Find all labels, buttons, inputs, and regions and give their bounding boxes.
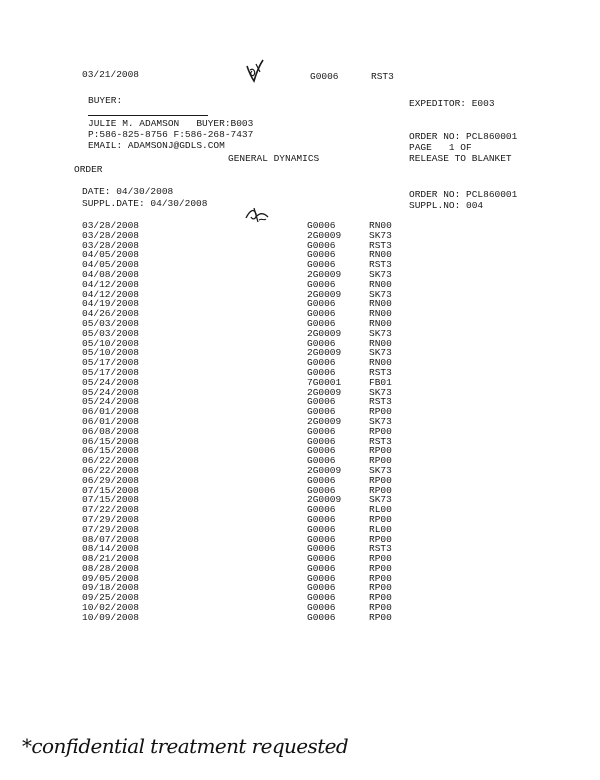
schedule-plant-code: G0006 [307,220,336,231]
schedule-date: 04/12/2008 [82,288,140,300]
schedule-plant-code: G0006 [307,337,336,349]
schedule-release-type: RN00 [369,357,392,369]
schedule-release-type: SK73 [369,229,392,241]
schedule-release-type: SK73 [369,386,392,398]
schedule-release-type: RP00 [369,553,392,565]
schedule-plant-code: G0006 [307,582,336,594]
schedule-release-type: SK73 [369,347,392,359]
schedule-release-type: RL00 [369,504,392,516]
schedule-date: 07/15/2008 [82,484,140,496]
schedule-plant-code: 2G0009 [307,415,342,427]
schedule-release-type: RP00 [369,445,392,457]
schedule-plant-code: G0006 [307,425,336,437]
schedule-date: 06/01/2008 [82,406,140,418]
schedule-plant-code: 7G0001 [307,376,342,388]
schedule-release-type: RP00 [369,602,392,614]
schedule-release-type: SK73 [369,415,392,427]
schedule-plant-code: G0006 [307,406,336,418]
schedule-date: 03/28/2008 [82,239,140,251]
schedule-release-type: RST3 [369,435,392,447]
schedule-release-type: RP00 [369,533,392,545]
schedule-date: 09/05/2008 [82,572,140,584]
schedule-date: 03/28/2008 [82,220,140,231]
schedule-plant-code: G0006 [307,611,336,623]
schedule-release-type: RP00 [369,484,392,496]
schedule-date: 07/29/2008 [82,523,140,535]
order-number-repeat: ORDER NO: PCL860001 [409,189,518,200]
schedule-date: 05/03/2008 [82,317,140,329]
schedule-row [0,613,600,623]
supplement-number: SUPPL.NO: 004 [409,200,484,211]
expeditor: EXPEDITOR: E003 [409,98,495,109]
schedule-release-type: SK73 [369,268,392,280]
buyer-phone-line: P:586-825-8756 F:586-268-7437 [88,129,254,140]
schedule-plant-code: 2G0009 [307,386,342,398]
schedule-release-type: RP00 [369,562,392,574]
schedule-release-type: RP00 [369,611,392,623]
schedule-plant-code: G0006 [307,366,336,378]
schedule-date: 08/07/2008 [82,533,140,545]
schedule-date: 06/22/2008 [82,464,140,476]
buyer-label: BUYER: [88,95,123,106]
schedule-date: 08/28/2008 [82,562,140,574]
schedule-plant-code: 2G0009 [307,464,342,476]
schedule-release-type: RP00 [369,582,392,594]
schedule-plant-code: 2G0009 [307,229,342,241]
release-type: RELEASE TO BLANKET [409,153,512,164]
schedule-release-type: RN00 [369,298,392,310]
schedule-date: 07/15/2008 [82,494,140,506]
schedule-plant-code: G0006 [307,455,336,467]
order-date: DATE: 04/30/2008 [82,186,174,197]
schedule-date: 04/19/2008 [82,298,140,310]
schedule-plant-code: G0006 [307,513,336,525]
schedule-date: 05/24/2008 [82,376,140,388]
schedule-plant-code: G0006 [307,317,336,329]
schedule-date: 09/25/2008 [82,592,140,604]
schedule-date: 05/17/2008 [82,366,140,378]
schedule-release-type: SK73 [369,288,392,300]
schedule-date: 04/05/2008 [82,259,140,271]
schedule-date: 06/22/2008 [82,455,140,467]
schedule-release-type: RN00 [369,337,392,349]
handwritten-check-mark-icon [244,58,266,84]
page-number: PAGE 1 OF [409,142,472,153]
schedule-release-type: RP00 [369,572,392,584]
buyer-email-line: EMAIL: ADAMSONJ@GDLS.COM [88,140,225,151]
schedule-release-type: RN00 [369,220,392,231]
schedule-release-type: RP00 [369,455,392,467]
schedule-date: 09/18/2008 [82,582,140,594]
schedule-release-type: RL00 [369,523,392,535]
schedule-plant-code: G0006 [307,357,336,369]
schedule-plant-code: G0006 [307,543,336,555]
schedule-plant-code: G0006 [307,602,336,614]
schedule-date: 07/22/2008 [82,504,140,516]
schedule-release-type: FB01 [369,376,392,388]
schedule-plant-code: G0006 [307,396,336,408]
schedule-release-type: RST3 [369,543,392,555]
schedule-date: 05/24/2008 [82,396,140,408]
schedule-release-type: RP00 [369,592,392,604]
schedule-release-type: SK73 [369,494,392,506]
schedule-date: 08/14/2008 [82,543,140,555]
schedule-date: 04/26/2008 [82,308,140,320]
schedule-release-type: RST3 [369,396,392,408]
schedule-date: 06/08/2008 [82,425,140,437]
schedule-release-type: RST3 [369,259,392,271]
print-date: 03/21/2008 [82,69,140,80]
schedule-release-type: RP00 [369,425,392,437]
schedule-date: 06/15/2008 [82,435,140,447]
schedule-release-type: RP00 [369,513,392,525]
schedule-date: 10/09/2008 [82,611,140,623]
schedule-plant-code: G0006 [307,239,336,251]
supplement-date: SUPPL.DATE: 04/30/2008 [82,198,208,209]
schedule-release-type: RST3 [369,366,392,378]
schedule-plant-code: G0006 [307,298,336,310]
schedule-plant-code: G0006 [307,259,336,271]
schedule-date: 04/12/2008 [82,278,140,290]
schedule-plant-code: G0006 [307,553,336,565]
header-plant-code: G0006 [310,71,339,82]
schedule-date: 05/24/2008 [82,386,140,398]
schedule-date: 04/05/2008 [82,249,140,261]
schedule-plant-code: G0006 [307,533,336,545]
schedule-date: 05/03/2008 [82,327,140,339]
schedule-date: 05/10/2008 [82,347,140,359]
schedule-plant-code: 2G0009 [307,268,342,280]
buyer-name-line: JULIE M. ADAMSON BUYER:B003 [88,118,254,129]
handwritten-confidential-note: *confidential treatment requested [22,734,349,758]
schedule-date: 05/10/2008 [82,337,140,349]
schedule-plant-code: G0006 [307,572,336,584]
company-name: GENERAL DYNAMICS [228,153,320,164]
header-plant-type: RST3 [371,71,394,82]
release-schedule-list [0,221,600,623]
schedule-plant-code: 2G0009 [307,494,342,506]
order-number: ORDER NO: PCL860001 [409,131,518,142]
schedule-plant-code: G0006 [307,562,336,574]
schedule-plant-code: G0006 [307,249,336,261]
schedule-release-type: RST3 [369,239,392,251]
schedule-release-type: RN00 [369,278,392,290]
schedule-date: 05/17/2008 [82,357,140,369]
schedule-date: 08/21/2008 [82,553,140,565]
schedule-plant-code: G0006 [307,504,336,516]
schedule-date: 03/28/2008 [82,229,140,241]
schedule-date: 06/29/2008 [82,474,140,486]
schedule-release-type: RN00 [369,308,392,320]
schedule-plant-code: G0006 [307,474,336,486]
schedule-release-type: RN00 [369,317,392,329]
order-label: ORDER [74,164,103,175]
schedule-plant-code: 2G0009 [307,347,342,359]
schedule-date: 06/01/2008 [82,415,140,427]
schedule-date: 07/29/2008 [82,513,140,525]
schedule-release-type: RP00 [369,474,392,486]
buyer-signature-line [88,115,208,116]
schedule-release-type: RN00 [369,249,392,261]
schedule-plant-code: 2G0009 [307,327,342,339]
schedule-release-type: SK73 [369,327,392,339]
schedule-plant-code: 2G0009 [307,288,342,300]
schedule-plant-code: G0006 [307,278,336,290]
schedule-date: 10/02/2008 [82,602,140,614]
schedule-release-type: RP00 [369,406,392,418]
schedule-date: 06/15/2008 [82,445,140,457]
schedule-plant-code: G0006 [307,592,336,604]
schedule-plant-code: G0006 [307,435,336,447]
schedule-release-type: SK73 [369,464,392,476]
schedule-plant-code: G0006 [307,308,336,320]
schedule-date: 04/08/2008 [82,268,140,280]
schedule-plant-code: G0006 [307,484,336,496]
schedule-plant-code: G0006 [307,523,336,535]
schedule-plant-code: G0006 [307,445,336,457]
